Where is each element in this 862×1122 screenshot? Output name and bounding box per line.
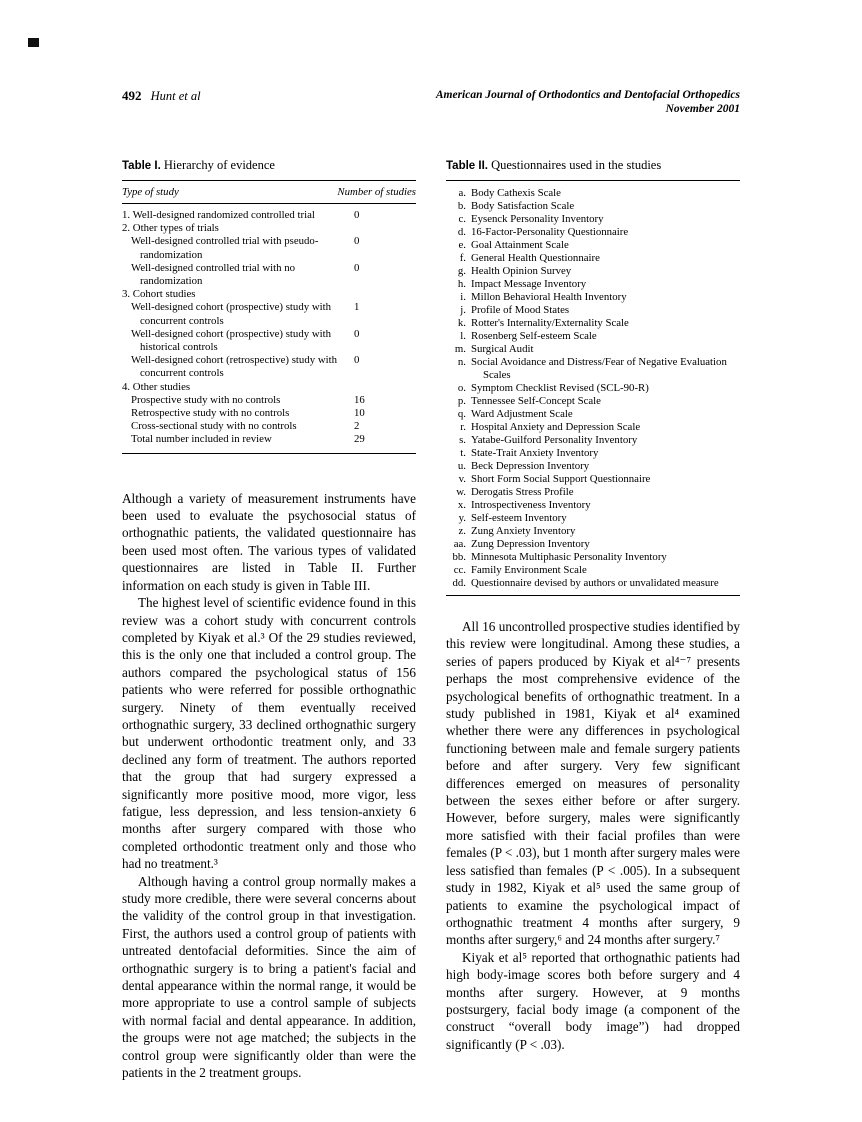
list-item-text: Minnesota Multiphasic Personality Inventory bbox=[471, 551, 667, 563]
list-item-label: e. bbox=[458, 239, 466, 251]
list-item-text: State-Trait Anxiety Inventory bbox=[471, 447, 599, 459]
list-item-text: Beck Depression Inventory bbox=[471, 460, 590, 472]
table1-caption bbox=[122, 158, 416, 173]
paragraph: All 16 uncontrolled prospective studies identified by this review were longitudinal. Among these studies, a series of papers produced by Kiyak et al⁴⁻⁷ presents perhaps the most comprehensive evidence of the psychological benefits of orthognathic treatment. In a study published in 1981, Kiyak et al⁴ examined whether there were any differences in psychological functioning between male and female surgery patients before and after surgery. Very few significant differences emerged on measures of personality between the sexes either before or after surgery. However, before surgery, males were significantly more satisfied with their facial profiles than were females (P < .03), but 1 month after surgery males were less satisfied than females (P < .005). In a subsequent study in 1982, Kiyak et al⁵ used the same group of patients to examine the psychological impact of orthognathic treatment 4 months after surgery, 9 months after surgery,⁶ and 24 months after surgery.⁷ bbox=[446, 619, 740, 948]
table1-col1-header: Type of study bbox=[122, 186, 179, 198]
left-column-text bbox=[122, 490, 416, 1082]
table-row-count: 10 bbox=[354, 407, 365, 420]
list-item-label: aa. bbox=[453, 538, 466, 550]
list-item-label: cc. bbox=[453, 564, 466, 576]
list-item bbox=[446, 317, 740, 330]
journal-issue-date: November 2001 bbox=[665, 103, 740, 115]
journal-title: American Journal of Orthodontics and Dentofacial Orthopedics bbox=[435, 89, 740, 101]
list-item-text: Health Opinion Survey bbox=[471, 265, 572, 277]
table-row-count: 0 bbox=[354, 209, 360, 221]
list-item-text: Body Cathexis Scale bbox=[471, 187, 561, 199]
table-row-count: 29 bbox=[354, 433, 365, 446]
list-item bbox=[446, 551, 740, 564]
table1-header-row bbox=[122, 180, 416, 204]
list-item-text: Eysenck Personality Inventory bbox=[471, 213, 604, 225]
list-item-label: a. bbox=[458, 187, 466, 199]
table-row-count: 0 bbox=[354, 327, 360, 340]
list-item-text: Short Form Social Support Questionnaire bbox=[471, 473, 651, 485]
table-row-count: 2 bbox=[354, 420, 360, 433]
table-row bbox=[122, 222, 416, 235]
list-item-label: j. bbox=[460, 304, 466, 316]
list-item-label: k. bbox=[457, 317, 466, 329]
table1-caption-text: Hierarchy of evidence bbox=[163, 158, 275, 172]
list-item-label: w. bbox=[456, 486, 466, 498]
page-content bbox=[122, 88, 740, 1081]
list-item bbox=[446, 343, 740, 356]
two-column-body bbox=[122, 158, 740, 1081]
table2-caption-text: Questionnaires used in the studies bbox=[491, 158, 662, 172]
list-item-label: o. bbox=[457, 382, 466, 394]
list-item bbox=[446, 447, 740, 460]
table-row bbox=[122, 407, 416, 420]
table-row-count: 0 bbox=[354, 354, 360, 367]
list-item bbox=[446, 252, 740, 265]
table-row-type: Well-designed cohort (retrospective) study with concurrent controls bbox=[131, 354, 338, 380]
table-row-type: Retrospective study with no controls bbox=[131, 407, 290, 420]
table-row bbox=[122, 209, 416, 222]
list-item-label: u. bbox=[457, 460, 466, 472]
table-questionnaires bbox=[446, 158, 740, 596]
list-item bbox=[446, 304, 740, 317]
right-column-text bbox=[446, 618, 740, 1053]
table-row bbox=[122, 301, 416, 327]
list-item-text: Yatabe-Guilford Personality Inventory bbox=[471, 434, 638, 446]
list-item-text: Rosenberg Self-esteem Scale bbox=[471, 330, 597, 342]
list-item-text: Millon Behavioral Health Inventory bbox=[471, 291, 627, 303]
list-item-text: Zung Anxiety Inventory bbox=[471, 525, 576, 537]
list-item bbox=[446, 395, 740, 408]
list-item-label: x. bbox=[457, 499, 466, 511]
list-item-text: Self-esteem Inventory bbox=[471, 512, 567, 524]
list-item-text: Hospital Anxiety and Depression Scale bbox=[471, 421, 641, 433]
list-item-label: dd. bbox=[452, 577, 466, 589]
table-hierarchy-of-evidence bbox=[122, 158, 416, 454]
list-item-text: Derogatis Stress Profile bbox=[471, 486, 574, 498]
paragraph: Kiyak et al⁵ reported that orthognathic patients had high body-image scores both before surgery and 4 months after surgery. However, at 9 months postsurgery, facial body image (a component of the construct “overall body image”) had dropped significantly (P < .03). bbox=[446, 949, 740, 1052]
list-item-label: m. bbox=[454, 343, 466, 355]
list-item-label: bb. bbox=[452, 551, 466, 563]
list-item bbox=[446, 291, 740, 304]
table-row-type: Well-designed cohort (prospective) study with concurrent controls bbox=[131, 301, 332, 327]
table-row-type: Well-designed cohort (prospective) study with historical controls bbox=[131, 327, 332, 354]
list-item-label: g. bbox=[457, 265, 466, 277]
paragraph: The highest level of scientific evidence found in this review was a cohort study with concurrent controls completed by Kiyak et al.³ Of the 29 studies reviewed, this is the only one that included a control group. The authors compared the psychological status of 156 patients who were referred for possible orthognathic surgery. Ninety of them eventually received orthognathic surgery, 33 declined orthognathic surgery but underwent orthodontic treatment only, and 33 declined any form of treatment. The authors reported that the group that had surgery expressed a significantly more positive mood, more vigor, less fatigue, less depression, and less tension-anxiety 6 months after surgery compared with those who completed orthodontic treatment only and those who had no treatment.³ bbox=[122, 595, 416, 872]
table2-caption-label: Table II. bbox=[446, 160, 488, 172]
list-item-text: Introspectiveness Inventory bbox=[471, 499, 591, 511]
journal-citation bbox=[436, 88, 740, 116]
list-item-label: t. bbox=[460, 447, 466, 459]
table-row-count: 1 bbox=[354, 301, 360, 314]
running-head-left bbox=[122, 88, 201, 104]
list-item-text: Profile of Mood States bbox=[471, 304, 570, 316]
table-row bbox=[122, 420, 416, 433]
table-row bbox=[122, 354, 416, 380]
list-item bbox=[446, 265, 740, 278]
table-row bbox=[122, 394, 416, 407]
table-row-type: Well-designed controlled trial with no randomization bbox=[131, 261, 296, 288]
running-authors: Hunt et al bbox=[150, 89, 201, 103]
list-item bbox=[446, 434, 740, 447]
list-item-label: i. bbox=[460, 291, 466, 303]
list-item bbox=[446, 382, 740, 395]
list-item-label: v. bbox=[458, 473, 466, 485]
page-number: 492 bbox=[122, 88, 142, 103]
table-row-type: 1. Well-designed randomized controlled trial bbox=[122, 209, 315, 221]
list-item-label: z. bbox=[458, 525, 466, 537]
list-item-text: Impact Message Inventory bbox=[471, 278, 587, 290]
table-row bbox=[122, 328, 416, 354]
table1-col2-header: Number of studies bbox=[337, 186, 416, 198]
list-item-text: Questionnaire devised by authors or unvalidated measure bbox=[471, 577, 719, 589]
list-item-label: h. bbox=[457, 278, 466, 290]
table-row-count bbox=[354, 222, 416, 235]
list-item bbox=[446, 330, 740, 343]
list-item-text: Social Avoidance and Distress/Fear of Negative Evaluation Scales bbox=[471, 356, 727, 381]
list-item bbox=[446, 356, 740, 382]
list-item bbox=[446, 460, 740, 473]
list-item-text: Rotter's Internality/Externality Scale bbox=[471, 317, 629, 329]
table-row-type: Total number included in review bbox=[131, 433, 272, 446]
list-item-text: Goal Attainment Scale bbox=[471, 239, 569, 251]
list-item-label: b. bbox=[457, 200, 466, 212]
list-item-label: d. bbox=[457, 226, 466, 238]
table-row bbox=[122, 288, 416, 301]
list-item bbox=[446, 486, 740, 499]
list-item-label: r. bbox=[460, 421, 466, 433]
list-item-text: Tennessee Self-Concept Scale bbox=[471, 395, 601, 407]
list-item-text: Zung Depression Inventory bbox=[471, 538, 590, 550]
list-item bbox=[446, 577, 740, 590]
table2-list bbox=[446, 180, 740, 596]
list-item-text: Body Satisfaction Scale bbox=[471, 200, 575, 212]
table-row-count: 0 bbox=[354, 235, 360, 248]
list-item-label: p. bbox=[457, 395, 466, 407]
list-item bbox=[446, 525, 740, 538]
list-item-text: 16-Factor-Personality Questionnaire bbox=[471, 226, 629, 238]
list-item-label: l. bbox=[460, 330, 466, 342]
table-row-count bbox=[354, 288, 416, 301]
list-item-label: y. bbox=[458, 512, 466, 524]
table-row-count: 0 bbox=[354, 261, 360, 274]
paragraph: Although a variety of measurement instruments have been used to evaluate the psychosocial status of orthognathic patients, the validated questionnaire has been used most often. The various types of validated questionnaires are listed in Table II. Further information on each study is given in Table III. bbox=[122, 490, 416, 593]
list-item bbox=[446, 499, 740, 512]
table1-body bbox=[122, 204, 416, 454]
table1-caption-label: Table I. bbox=[122, 160, 161, 172]
page-header bbox=[122, 88, 740, 116]
list-item-text: General Health Questionnaire bbox=[471, 252, 600, 264]
table-row bbox=[122, 262, 416, 288]
list-item bbox=[446, 538, 740, 551]
table-row bbox=[122, 433, 416, 446]
table2-caption bbox=[446, 158, 740, 173]
left-column bbox=[122, 158, 416, 1081]
table-row-type: 2. Other types of trials bbox=[122, 222, 219, 235]
list-item-label: s. bbox=[459, 434, 466, 446]
list-item-text: Family Environment Scale bbox=[471, 564, 587, 576]
table-row-type: Cross-sectional study with no controls bbox=[131, 420, 297, 433]
list-item-text: Symptom Checklist Revised (SCL-90-R) bbox=[471, 382, 649, 394]
list-item bbox=[446, 200, 740, 213]
table-row bbox=[122, 381, 416, 394]
scan-artifact-mark bbox=[28, 38, 39, 47]
list-item bbox=[446, 187, 740, 200]
list-item-label: c. bbox=[458, 213, 466, 225]
list-item-text: Ward Adjustment Scale bbox=[471, 408, 573, 420]
table-row-type: 3. Cohort studies bbox=[122, 288, 196, 301]
list-item bbox=[446, 564, 740, 577]
list-item bbox=[446, 408, 740, 421]
list-item bbox=[446, 213, 740, 226]
paragraph: Although having a control group normally makes a study more credible, there were several concerns about the validity of the control group in that investigation. First, the authors used a control group of patients with untreated dentofacial deformities. Since the aim of orthognathic surgery is to bring a patient's facial and dental appearance within the normal range, it would be more appropriate to use a control sample of subjects with normal facial and dental appearance. In addition, the groups were not age matched; the subjects in the control group were significantly older than were the patients in the 2 treatment groups. bbox=[122, 873, 416, 1081]
list-item bbox=[446, 512, 740, 525]
right-column bbox=[446, 158, 740, 1081]
table-row bbox=[122, 235, 416, 261]
table-row-count bbox=[354, 381, 416, 394]
list-item bbox=[446, 226, 740, 239]
list-item bbox=[446, 278, 740, 291]
list-item-label: q. bbox=[457, 408, 466, 420]
list-item-label: n. bbox=[457, 356, 466, 368]
list-item-label: f. bbox=[459, 252, 466, 264]
table-row-type: Prospective study with no controls bbox=[131, 393, 281, 406]
list-item bbox=[446, 239, 740, 252]
list-item bbox=[446, 421, 740, 434]
table-row-type: Well-designed controlled trial with pseudo-randomization bbox=[131, 235, 319, 261]
list-item bbox=[446, 473, 740, 486]
table-row-count: 16 bbox=[354, 393, 365, 406]
list-item-text: Surgical Audit bbox=[471, 343, 534, 355]
table-row-type: 4. Other studies bbox=[122, 380, 191, 393]
